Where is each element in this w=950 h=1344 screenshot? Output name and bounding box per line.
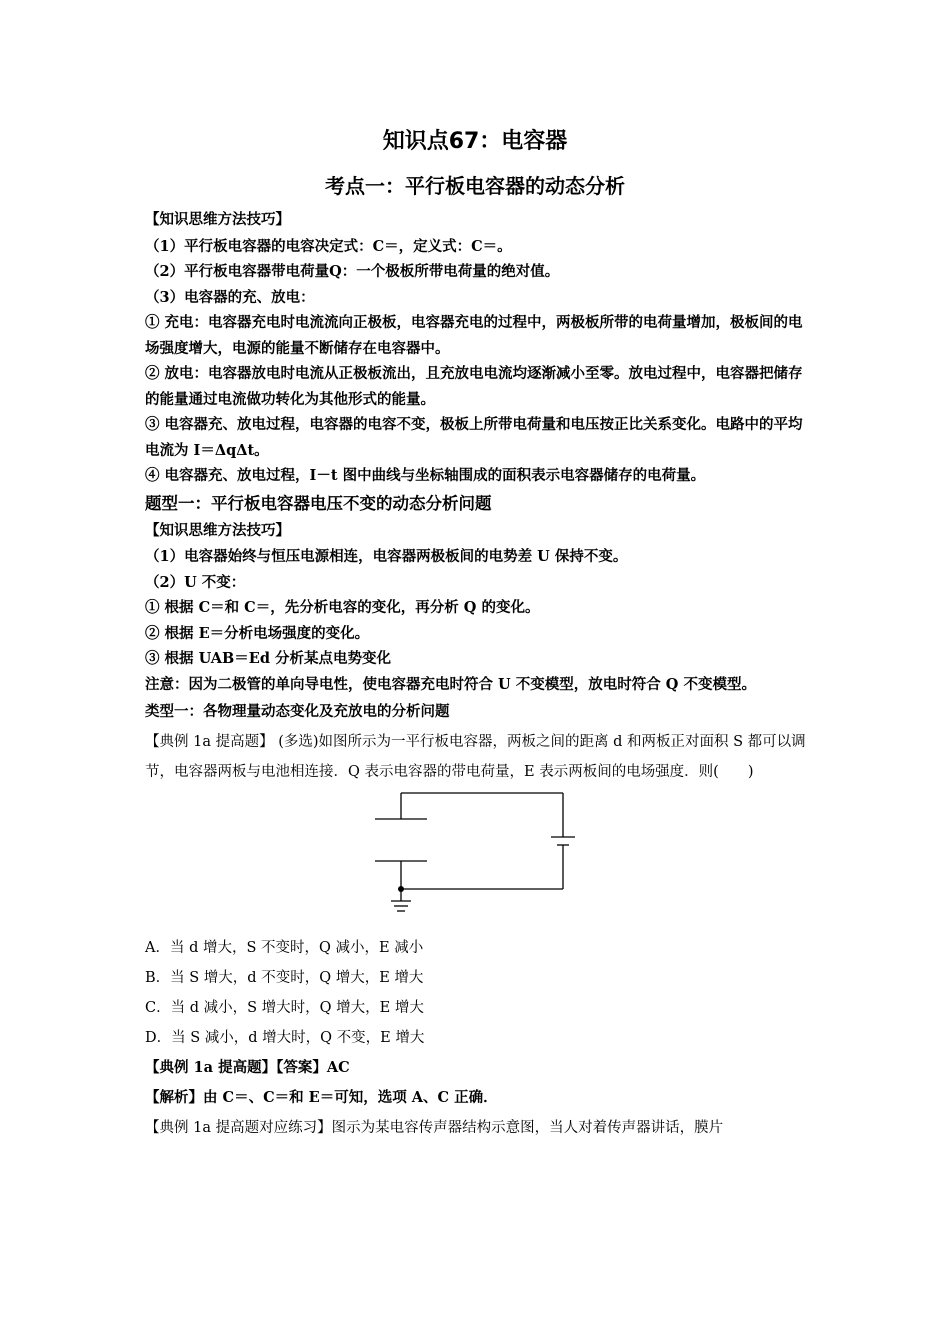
paragraph: （1）电容器始终与恒压电源相连，电容器两极板间的电势差 U 保持不变。 bbox=[145, 548, 628, 565]
paragraph: （2）U 不变： bbox=[145, 573, 246, 591]
junction-dot bbox=[398, 886, 404, 892]
answer-line: 【典例 1a 提高题】【答案】AC bbox=[145, 1059, 350, 1076]
paragraph: ② 放电：电容器放电时电流从正极板流出，且充放电电流均逐渐减小至零。放电过程中，电容器把储存的能量通过电流做功转化为其他形式的能量。 bbox=[145, 365, 803, 408]
option-b: B．当 S 增大，d 不变时，Q 增大，E 增大 bbox=[145, 970, 424, 986]
example-question: 【典例 1a 提高题】 (多选)如图所示为一平行板电容器，两板之间的距离 d 和两板正对面积 S 都可以调节，电容器两板与电池相连接．Q 表示电容器的带电荷量，E 表示两板间的电场强度．则( ) bbox=[145, 734, 806, 780]
paragraph: ③ 电容器充、放电过程，电容器的电容不变，极板上所带电荷量和电压按正比关系变化。电路中的平均电流为 I＝ΔqΔt。 bbox=[145, 416, 803, 459]
section-title: 考点一：平行板电容器的动态分析 bbox=[325, 174, 625, 198]
heading-method-tips: 【知识思维方法技巧】 bbox=[145, 212, 290, 228]
paragraph: ① 充电：电容器充电时电流流向正极板，电容器充电的过程中，两极板所带的电荷量增加，极板间的电场强度增大，电源的能量不断储存在电容器中。 bbox=[145, 314, 803, 357]
paragraph: （3）电容器的充、放电： bbox=[145, 288, 315, 306]
heading-method-tips: 【知识思维方法技巧】 bbox=[145, 522, 290, 539]
capacitor-circuit-figure bbox=[367, 789, 587, 929]
section-heading: 题型一：平行板电容器电压不变的动态分析问题 bbox=[145, 493, 492, 513]
circuit-diagram bbox=[145, 789, 815, 929]
paragraph: ② 根据 E＝分析电场强度的变化。 bbox=[145, 624, 370, 642]
explanation-line: 【解析】由 C＝、C＝和 E＝可知，选项 A、C 正确． bbox=[145, 1089, 498, 1106]
document-title: 知识点67：电容器 bbox=[382, 129, 568, 154]
practice-question: 【典例 1a 提高题对应练习】图示为某电容传声器结构示意图，当人对着传声器讲话，膜片 bbox=[145, 1120, 724, 1136]
paragraph: ① 根据 C＝和 C＝，先分析电容的变化，再分析 Q 的变化。 bbox=[145, 599, 540, 616]
option-d: D．当 S 减小，d 增大时，Q 不变，E 增大 bbox=[145, 1030, 425, 1046]
paragraph: （1）平行板电容器的电容决定式：C＝，定义式：C＝。 bbox=[145, 237, 512, 255]
note-paragraph: 注意：因为二极管的单向导电性，使电容器充电时符合 U 不变模型，放电时符合 Q 不变模型。 bbox=[145, 675, 756, 693]
option-a: A．当 d 增大，S 不变时，Q 减小，E 减小 bbox=[145, 940, 424, 956]
paragraph: （2）平行板电容器带电荷量Q：一个极板所带电荷量的绝对值。 bbox=[145, 263, 560, 280]
paragraph: ③ 根据 UAB＝Ed 分析某点电势变化 bbox=[145, 650, 392, 667]
subsection-heading: 类型一：各物理量动态变化及充放电的分析问题 bbox=[145, 704, 450, 720]
option-c: C．当 d 减小，S 增大时，Q 增大，E 增大 bbox=[145, 1000, 424, 1016]
paragraph: ④ 电容器充、放电过程，I－t 图中曲线与坐标轴围成的面积表示电容器储存的电荷量。 bbox=[145, 467, 706, 484]
document-body bbox=[145, 208, 815, 1143]
